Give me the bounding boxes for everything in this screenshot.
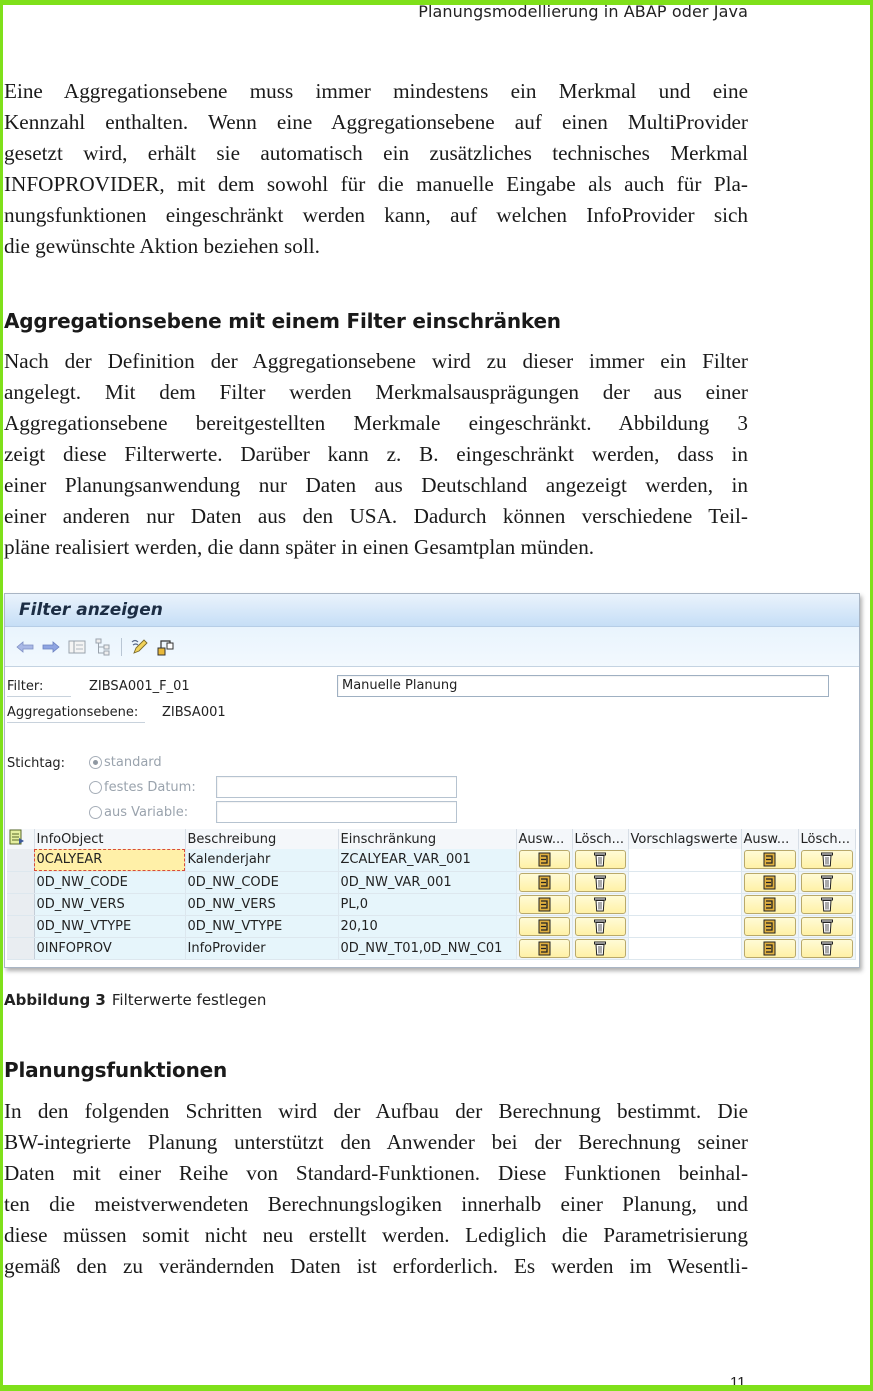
select-values-icon: [763, 919, 776, 934]
radio-label: aus Variable:: [104, 805, 189, 820]
text-line: Eine Aggregationsebene muss immer mindestens ein Merkmal und eine: [4, 79, 748, 103]
select-proposal-button[interactable]: [744, 873, 796, 892]
restriction-cell[interactable]: PL,0: [338, 893, 516, 915]
fixed-date-field[interactable]: [216, 776, 457, 798]
description-cell: 0D_NW_VTYPE: [185, 915, 338, 937]
trash-icon: [594, 897, 606, 912]
radio-label: standard: [104, 755, 162, 770]
trash-icon: [821, 941, 833, 956]
hierarchy-tree-icon[interactable]: [93, 637, 113, 657]
column-header-proposal-select[interactable]: Ausw...: [741, 829, 798, 849]
text-line: Kennzahl enthalten. Wenn eine Aggregationsebene auf einen MultiProvider: [4, 110, 748, 134]
trash-icon: [594, 852, 606, 867]
filter-form: [5, 667, 859, 967]
proposal-values-cell[interactable]: [628, 871, 741, 893]
trash-icon: [594, 919, 606, 934]
table-row: [7, 915, 855, 937]
restriction-cell[interactable]: 20,10: [338, 915, 516, 937]
text-line: die gewünschte Aktion beziehen soll.: [4, 234, 320, 258]
text-line: Daten mit einer Reihe von Standard-Funktionen. Diese Funktionen beinhal-: [4, 1161, 748, 1185]
select-values-icon: [763, 852, 776, 867]
transport-connection-icon[interactable]: [156, 637, 176, 657]
infoobject-cell[interactable]: 0D_NW_VTYPE: [34, 915, 185, 937]
edit-pencil-icon[interactable]: [130, 637, 150, 657]
text-line: einer anderen nur Daten aus den USA. Dadurch können verschiedene Teil-: [4, 504, 748, 528]
text-line: nungsfunktionen eingeschränkt werden kann, auf welchen InfoProvider sich: [4, 203, 748, 227]
select-values-icon: [763, 941, 776, 956]
delete-proposal-button[interactable]: [801, 939, 853, 958]
table-row: [7, 871, 855, 893]
text-line: pläne realisiert werden, die dann später in einen Gesamtplan münden.: [4, 535, 595, 559]
infoobject-cell[interactable]: 0D_NW_VERS: [34, 893, 185, 915]
toolbar-separator: [121, 638, 122, 656]
select-values-button[interactable]: [519, 850, 570, 869]
filter-value: ZIBSA001_F_01: [89, 679, 190, 694]
description-cell: 0D_NW_VERS: [185, 893, 338, 915]
running-head: Planungsmodellierung in ABAP oder Java: [418, 2, 748, 21]
radio-fixed-date[interactable]: [89, 780, 196, 795]
select-values-button[interactable]: [519, 895, 570, 914]
text-line: angelegt. Mit dem Filter werden Merkmalsausprägungen der aus einer: [4, 380, 748, 404]
column-header-proposal-values[interactable]: Vorschlagswerte: [628, 829, 741, 849]
row-selector[interactable]: [7, 893, 34, 915]
paragraph-1: [4, 76, 748, 262]
column-header-proposal-delete[interactable]: Lösch...: [798, 829, 855, 849]
column-header-delete[interactable]: Lösch...: [572, 829, 628, 849]
proposal-values-cell[interactable]: [628, 915, 741, 937]
select-proposal-button[interactable]: [744, 939, 796, 958]
window-title: Filter anzeigen: [5, 594, 859, 627]
display-layout-icon[interactable]: [67, 637, 87, 657]
radio-unselected-icon: [89, 806, 102, 819]
infoobject-cell[interactable]: 0D_NW_CODE: [34, 871, 185, 893]
section-heading: Aggregationsebene mit einem Filter einschränken: [4, 309, 561, 333]
proposal-values-cell[interactable]: [628, 849, 741, 871]
key-date-label: Stichtag:: [7, 756, 66, 771]
select-values-button[interactable]: [519, 873, 570, 892]
caption-label: Abbildung 3: [4, 991, 106, 1009]
aggregation-level-value: ZIBSA001: [162, 705, 226, 720]
text-line: BW-integrierte Planung unterstützt den Anwender bei der Berechnung seiner: [4, 1130, 748, 1154]
column-header-restriction[interactable]: Einschränkung: [338, 829, 516, 849]
row-selector[interactable]: [7, 915, 34, 937]
select-values-icon: [763, 897, 776, 912]
back-arrow-icon[interactable]: [15, 637, 35, 657]
text-line: INFOPROVIDER, mit dem sowohl für die manuelle Eingabe als auch für Pla-: [4, 172, 748, 196]
restriction-cell[interactable]: 0D_NW_VAR_001: [338, 871, 516, 893]
delete-button[interactable]: [575, 895, 626, 914]
paragraph-2: [4, 346, 748, 563]
proposal-values-cell[interactable]: [628, 937, 741, 959]
select-values-icon: [538, 919, 551, 934]
trash-icon: [594, 941, 606, 956]
delete-proposal-button[interactable]: [801, 873, 853, 892]
delete-button[interactable]: [575, 873, 626, 892]
column-header-infoobject[interactable]: InfoObject: [34, 829, 185, 849]
text-line: In den folgenden Schritten wird der Aufbau der Berechnung bestimmt. Die: [4, 1099, 748, 1123]
text-line: ten die meistverwendeten Berechnungslogiken innerhalb einer Planung, und: [4, 1192, 748, 1216]
select-proposal-button[interactable]: [744, 917, 796, 936]
section-heading: Planungsfunktionen: [4, 1058, 228, 1082]
text-line: diese müssen somit nicht neu erstellt werden. Lediglich die Parametrisierung: [4, 1223, 748, 1247]
table-header-row: [7, 829, 855, 849]
delete-button[interactable]: [575, 939, 626, 958]
filter-label: Filter:: [7, 679, 71, 697]
infoobject-cell[interactable]: 0CALYEAR: [34, 849, 185, 871]
select-proposal-button[interactable]: [744, 850, 796, 869]
trash-icon: [821, 852, 833, 867]
text-line: Aggregationsebene bereitgestellten Merkmale eingeschränkt. Abbildung 3: [4, 411, 748, 435]
radio-label: festes Datum:: [104, 780, 196, 795]
page-number: 11: [730, 1374, 746, 1391]
select-all-icon[interactable]: [7, 829, 34, 849]
delete-proposal-button[interactable]: [801, 917, 853, 936]
description-cell: Kalenderjahr: [185, 849, 338, 871]
restriction-cell[interactable]: ZCALYEAR_VAR_001: [338, 849, 516, 871]
paragraph-3: [4, 1096, 748, 1282]
delete-proposal-button[interactable]: [801, 895, 853, 914]
row-selector[interactable]: [7, 849, 34, 871]
aggregation-level-label: Aggregationsebene:: [7, 705, 145, 723]
row-selector[interactable]: [7, 937, 34, 959]
text-line: gemäß den zu verändernden Daten ist erforderlich. Es werden im Wesentli-: [4, 1254, 748, 1278]
infoobject-cell[interactable]: 0INFOPROV: [34, 937, 185, 959]
select-proposal-button[interactable]: [744, 895, 796, 914]
trash-icon: [821, 919, 833, 934]
text-line: gesetzt wird, erhält sie automatisch ein zusätzliches technisches Merkmal: [4, 141, 748, 165]
radio-selected-icon: [89, 756, 102, 769]
select-values-icon: [538, 897, 551, 912]
select-values-button[interactable]: [519, 917, 570, 936]
column-header-select[interactable]: Ausw...: [516, 829, 572, 849]
select-values-icon: [763, 875, 776, 890]
proposal-values-cell[interactable]: [628, 893, 741, 915]
table-row: [7, 893, 855, 915]
text-line: einer Planungsanwendung nur Daten aus Deutschland angezeigt werden, in: [4, 473, 748, 497]
row-selector[interactable]: [7, 871, 34, 893]
restriction-cell[interactable]: 0D_NW_T01,0D_NW_C01: [338, 937, 516, 959]
select-values-icon: [538, 875, 551, 890]
column-header-description[interactable]: Beschreibung: [185, 829, 338, 849]
caption-text: Filterwerte festlegen: [111, 991, 267, 1009]
figure-caption: [4, 991, 266, 1009]
trash-icon: [594, 875, 606, 890]
select-values-button[interactable]: [519, 939, 570, 958]
text-line: zeigt diese Filterwerte. Darüber kann z. B. eingeschränkt werden, dass in: [4, 442, 748, 466]
filter-window: [4, 593, 860, 968]
delete-button[interactable]: [575, 850, 626, 869]
description-cell: 0D_NW_CODE: [185, 871, 338, 893]
description-cell: InfoProvider: [185, 937, 338, 959]
filter-values-table: [7, 829, 856, 960]
trash-icon: [821, 875, 833, 890]
delete-proposal-button[interactable]: [801, 850, 853, 869]
variable-field[interactable]: [216, 801, 457, 823]
text-line: Nach der Definition der Aggregationsebene wird zu dieser immer ein Filter: [4, 349, 748, 373]
select-values-icon: [538, 941, 551, 956]
radio-unselected-icon: [89, 781, 102, 794]
table-row: [7, 849, 855, 871]
select-values-icon: [538, 852, 551, 867]
radio-standard[interactable]: [89, 755, 162, 770]
toolbar: [5, 627, 859, 667]
delete-button[interactable]: [575, 917, 626, 936]
trash-icon: [821, 897, 833, 912]
radio-from-variable[interactable]: [89, 805, 188, 820]
filter-description-field[interactable]: Manuelle Planung: [337, 675, 829, 697]
table-row: [7, 937, 855, 959]
forward-arrow-icon[interactable]: [41, 637, 61, 657]
